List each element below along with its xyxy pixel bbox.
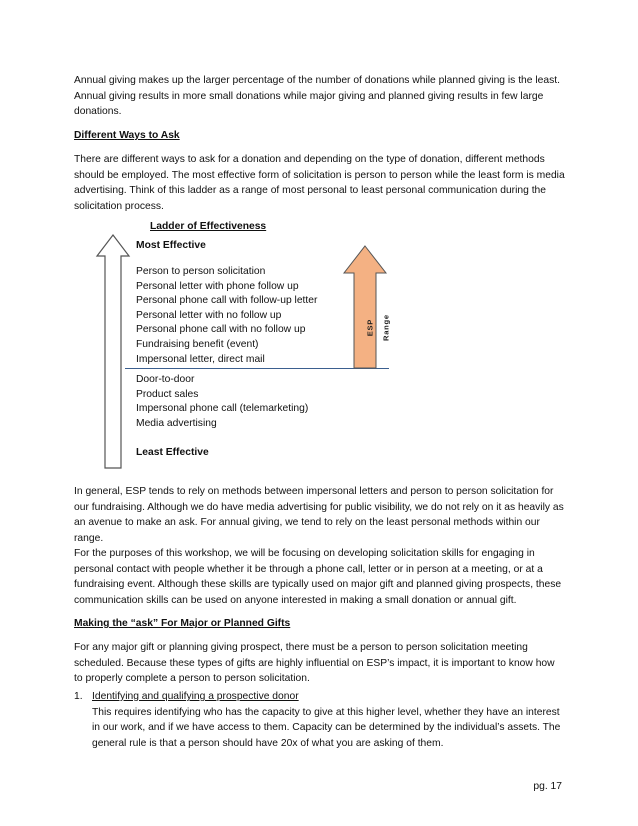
effectiveness-up-arrow <box>96 234 130 470</box>
step-item <box>74 689 574 751</box>
paragraph-esp-methods: In general, ESP tends to rely on methods between impersonal letters and person to person solicitation for our fundraising. Although we do have media advertising for public visibility, we do not rely on it as heavily as an avenue to make an ask. For annual giving, we tend to rely on the least personal methods within our range. <box>74 486 564 544</box>
step-body: This requires identifying who has the capacity to give at this higher level, whether they have an interest in our work, and if we have access to them. Capacity can be determined by the individual’s assets. The general rule is that a person should have 20x of what you are asking of them. <box>92 706 561 749</box>
ladder-item: Fundraising benefit (event) <box>136 338 259 350</box>
ladder-item: Personal phone call with no follow up <box>136 324 306 336</box>
paragraph-workshop-purpose: For the purposes of this workshop, we will be focusing on developing solicitation skills for engaging in personal contact with people whether it be through a phone call, letter or in person at a meeting, or at a fundraising event. Although these skills are typically used on major gift and planned giving prospects, these communication skills can be used on anyone interested in making a small donation or annual gift. <box>74 548 562 606</box>
esp-range-label: ESP Range <box>365 314 390 341</box>
ladder-item: Door-to-door <box>136 374 195 385</box>
steps-list <box>74 689 574 751</box>
ladder-item: Impersonal phone call (telemarketing) <box>136 403 309 415</box>
intro-paragraph: Annual giving makes up the larger percentage of the number of donations while planned giving is the least. Annual giving results in more small donations while major giving and planned giving results in few large donations. <box>74 75 560 118</box>
ladder-item: Person to person solicitation <box>136 266 266 277</box>
section-body-making-the-ask: For any major gift or planning giving prospect, there must be a person to person solicitation meeting scheduled. Because these types of gifts are highly influential on ESP’s impact, it is important to know how to properly complete a person to person solicitation. <box>74 642 555 685</box>
page-number: pg. 17 <box>533 781 562 792</box>
ladder-item: Personal letter with no follow up <box>136 309 282 321</box>
ladder-upper-list <box>136 265 317 367</box>
ladder-item: Impersonal letter, direct mail <box>136 353 265 365</box>
ladder-item: Personal phone call with follow-up letter <box>136 295 318 307</box>
section-body-different-ways: There are different ways to ask for a donation and depending on the type of donation, different methods should be employed. The most effective form of solicitation is person to person while the least form is media advertising. Think of this ladder as a range of most personal to least personal communication during the solicitation process. <box>74 154 565 212</box>
step-number: 1. <box>74 691 83 702</box>
section-heading-making-the-ask: Making the “ask” For Major or Planned Gifts <box>74 618 291 629</box>
ladder-item: Personal letter with phone follow up <box>136 280 299 292</box>
ladder-lower-list <box>136 373 308 431</box>
section-heading-different-ways: Different Ways to Ask <box>74 130 180 141</box>
ladder-item: Product sales <box>136 388 199 400</box>
ladder-least-effective: Least Effective <box>136 447 209 458</box>
ladder-item: Media advertising <box>136 417 217 429</box>
ladder-title: Ladder of Effectiveness <box>150 221 267 232</box>
ladder-most-effective: Most Effective <box>136 240 206 251</box>
step-title: Identifying and qualifying a prospective donor <box>92 691 299 702</box>
